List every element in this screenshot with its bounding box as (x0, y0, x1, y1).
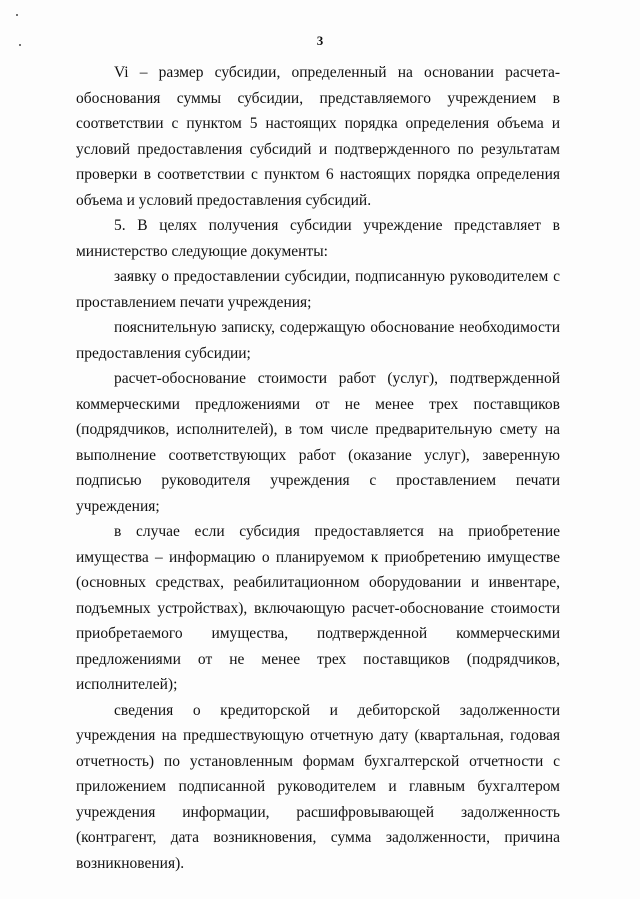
scan-speck (16, 14, 18, 16)
paragraph-vi-definition: Vi – размер субсидии, определенный на основании расчета-обоснования суммы субсидии, представляемого учреждением в соответствии с пунктом 5 настоящих порядка определения объема и условий предоставления субсидий и подтвержденного по результатам проверки в соответствии с пунктом 6 настоящих порядка определения объема и условий предоставления субсидий. (76, 64, 560, 209)
paragraph-item-5: 5. В целях получения субсидии учреждение представляет в министерство следующие документы: (76, 217, 560, 260)
paragraph-application: заявку о предоставлении субсидии, подписанную руководителем с проставлением печати учреждения; (76, 268, 560, 311)
paragraph-debt-info: сведения о кредиторской и дебиторской задолженности учреждения на предшествующую отчетную дату (квартальная, годовая отчетность) по установленным формам бухгалтерской отчетности с приложением подписанной руководителем и главным бухгалтером учреждения информации, расшифровывающей задолженность (контрагент, дата возникновения, сумма задолженности, причина возникновения). (76, 701, 560, 872)
page-number: 3 (316, 33, 324, 48)
document-body (76, 60, 560, 876)
paragraph-property-info: в случае если субсидия предоставляется на приобретение имущества – информацию о планируемом к приобретению имуществе (основных средствах, реабилитационном оборудовании и инвентаре, подъемных устройствах), включающую расчет-обоснование стоимости приобретаемого имущества, подтвержденной коммерческими предложениями от не менее трех поставщиков (подрядчиков, исполнителей); (76, 523, 560, 693)
paragraph-cost-calculation: расчет-обоснование стоимости работ (услуг), подтвержденной коммерческими предложениями от не менее трех поставщиков (подрядчиков, исполнителей), в том числе предварительную смету на выполнение соответствующих работ (оказание услуг), заверенную подписью руководителя учреждения с проставлением печати учреждения; (76, 370, 560, 515)
paragraph-explanatory-note: пояснительную записку, содержащую обоснование необходимости предоставления субсидии; (76, 319, 560, 362)
